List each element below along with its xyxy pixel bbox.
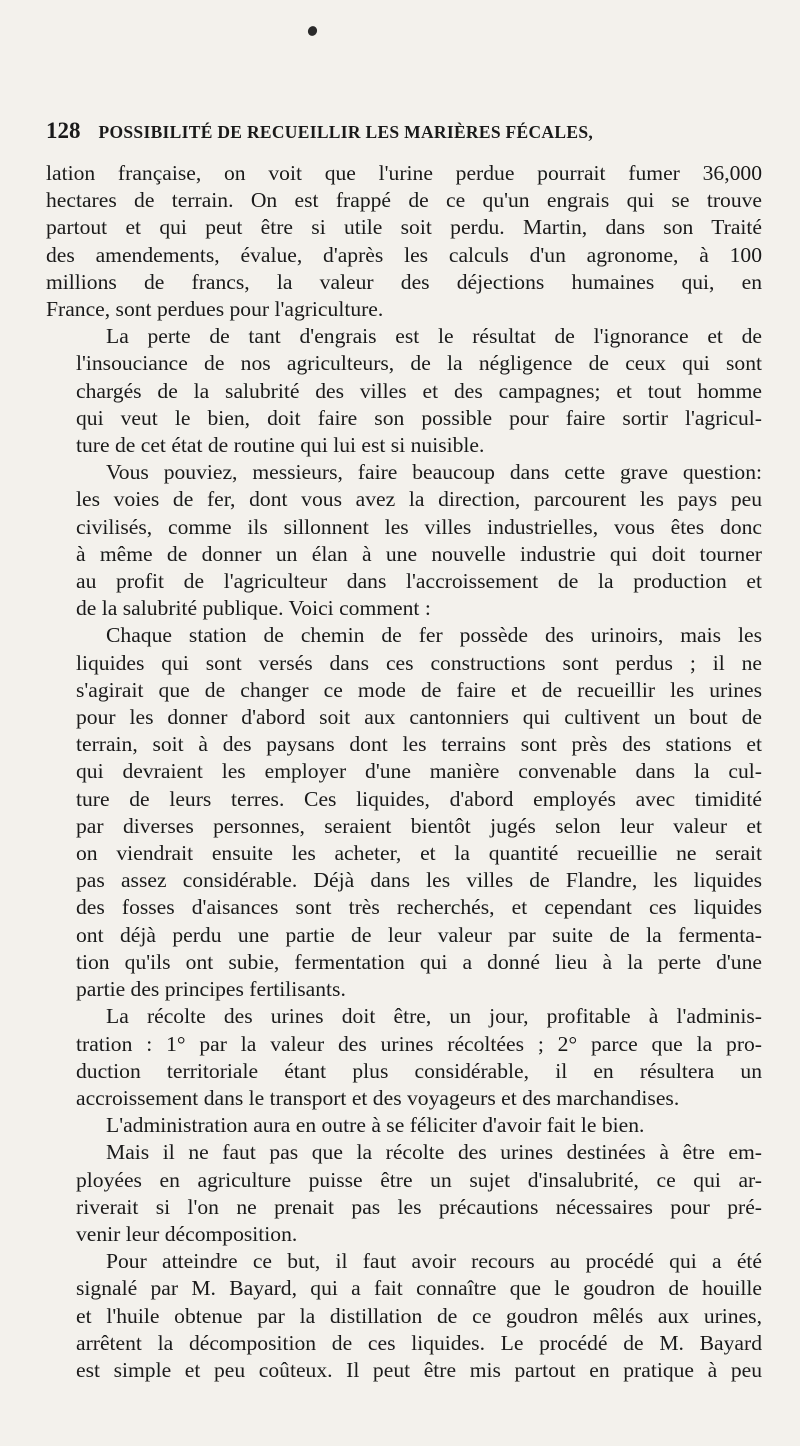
text-line: Mais il ne faut pas que la récolte des urines destinées à être em-	[106, 1140, 762, 1165]
text-line: riverait si l'on ne prenait pas les précautions nécessaires pour pré-	[76, 1194, 762, 1219]
text-line: partie des principes fertilisants.	[76, 977, 346, 1002]
page-number: 128	[46, 118, 81, 143]
text-line: des fosses d'aisances sont très recherchés, et cependant ces liquides	[76, 895, 762, 920]
text-line: La récolte des urines doit être, un jour, profitable à l'adminis-	[106, 1004, 762, 1029]
text-line: est simple et peu coûteux. Il peut être mis partout en pratique à peu	[76, 1357, 762, 1382]
text-line: pour les donner d'abord soit aux cantonniers qui cultivent un bout de	[76, 705, 762, 730]
text-line: millions de francs, la valeur des déjections humaines qui, en	[46, 269, 762, 294]
text-line: signalé par M. Bayard, qui a fait connaître que le goudron de houille	[76, 1276, 762, 1301]
text-line: accroissement dans le transport et des voyageurs et des marchandises.	[76, 1085, 680, 1110]
text-line: par diverses personnes, seraient bientôt jugés selon leur valeur et	[76, 813, 762, 838]
text-line: des amendements, évalue, d'après les calculs d'un agronome, à 100	[46, 242, 762, 267]
text-line: liquides qui sont versés dans ces constructions sont perdus ; il ne	[76, 650, 762, 675]
body-text	[46, 160, 762, 1384]
text-line: tration : 1° par la valeur des urines récoltées ; 2° parce que la pro-	[76, 1031, 762, 1056]
text-line: ture de leurs terres. Ces liquides, d'abord employés avec timidité	[76, 786, 762, 811]
text-line: ont déjà perdu une partie de leur valeur par suite de la fermenta-	[76, 922, 762, 947]
text-line: civilisés, comme ils sillonnent les villes industrielles, vous êtes donc	[76, 514, 762, 539]
text-line: ployées en agriculture puisse être un sujet d'insalubrité, ce qui ar-	[76, 1167, 762, 1192]
text-line: partout et qui peut être si utile soit perdu. Martin, dans son Traité	[46, 215, 762, 240]
text-line: pas assez considérable. Déjà dans les villes de Flandre, les liquides	[76, 868, 762, 893]
text-line: de la salubrité publique. Voici comment :	[76, 596, 431, 621]
text-line: Pour atteindre ce but, il faut avoir recours au procédé qui a été	[106, 1249, 762, 1274]
text-line: qui veut le bien, doit faire son possible pour faire sortir l'agricul-	[76, 405, 762, 430]
text-line: Vous pouviez, messieurs, faire beaucoup dans cette grave question:	[106, 460, 762, 485]
paragraph	[46, 323, 762, 459]
text-line: qui devraient les employer d'une manière convenable dans la cul-	[76, 759, 762, 784]
paragraph	[46, 622, 762, 1003]
text-line: à même de donner un élan à une nouvelle industrie qui doit tourner	[76, 541, 762, 566]
text-line: l'insouciance de nos agriculteurs, de la négligence de ceux qui sont	[76, 351, 762, 376]
text-line: L'administration aura en outre à se féliciter d'avoir fait le bien.	[106, 1113, 645, 1138]
text-line: on viendrait ensuite les acheter, et la quantité recueillie ne serait	[76, 841, 762, 866]
text-line: s'agirait que de changer ce mode de faire et de recueillir les urines	[76, 677, 762, 702]
text-line: duction territoriale étant plus considérable, il en résultera un	[76, 1058, 762, 1083]
paragraph	[46, 1003, 762, 1112]
text-line: les voies de fer, dont vous avez la direction, parcourent les pays peu	[76, 487, 762, 512]
text-line: La perte de tant d'engrais est le résultat de l'ignorance et de	[106, 324, 762, 349]
paragraph	[46, 1139, 762, 1248]
paragraph	[46, 1248, 762, 1384]
text-line: terrain, soit à des paysans dont les terrains sont près des stations et	[76, 732, 762, 757]
running-title: POSSIBILITÉ DE RECUEILLIR LES MARIÈRES FÉCALES,	[98, 122, 594, 142]
running-head	[46, 118, 760, 144]
text-line: et l'huile obtenue par la distillation de ce goudron mêlés aux urines,	[76, 1303, 762, 1328]
text-line: venir leur décomposition.	[76, 1221, 298, 1246]
text-line: France, sont perdues pour l'agriculture.	[46, 297, 384, 322]
text-line: ture de cet état de routine qui lui est si nuisible.	[76, 433, 485, 458]
text-line: hectares de terrain. On est frappé de ce qu'un engrais qui se trouve	[46, 188, 762, 213]
text-line: lation française, on voit que l'urine perdue pourrait fumer 36,000	[46, 161, 762, 185]
text-line: arrêtent la décomposition de ces liquides. Le procédé de M. Bayard	[76, 1330, 762, 1355]
paragraph	[46, 1112, 762, 1139]
paragraph	[46, 160, 762, 323]
text-line: tion qu'ils ont subie, fermentation qui a donné lieu à la perte d'une	[76, 949, 762, 974]
text-line: chargés de la salubrité des villes et des campagnes; et tout homme	[76, 378, 762, 403]
text-line: Chaque station de chemin de fer possède des urinoirs, mais les	[106, 623, 762, 648]
ink-spot	[306, 25, 318, 38]
paragraph	[46, 459, 762, 622]
text-line: au profit de l'agriculteur dans l'accroissement de la production et	[76, 569, 762, 594]
